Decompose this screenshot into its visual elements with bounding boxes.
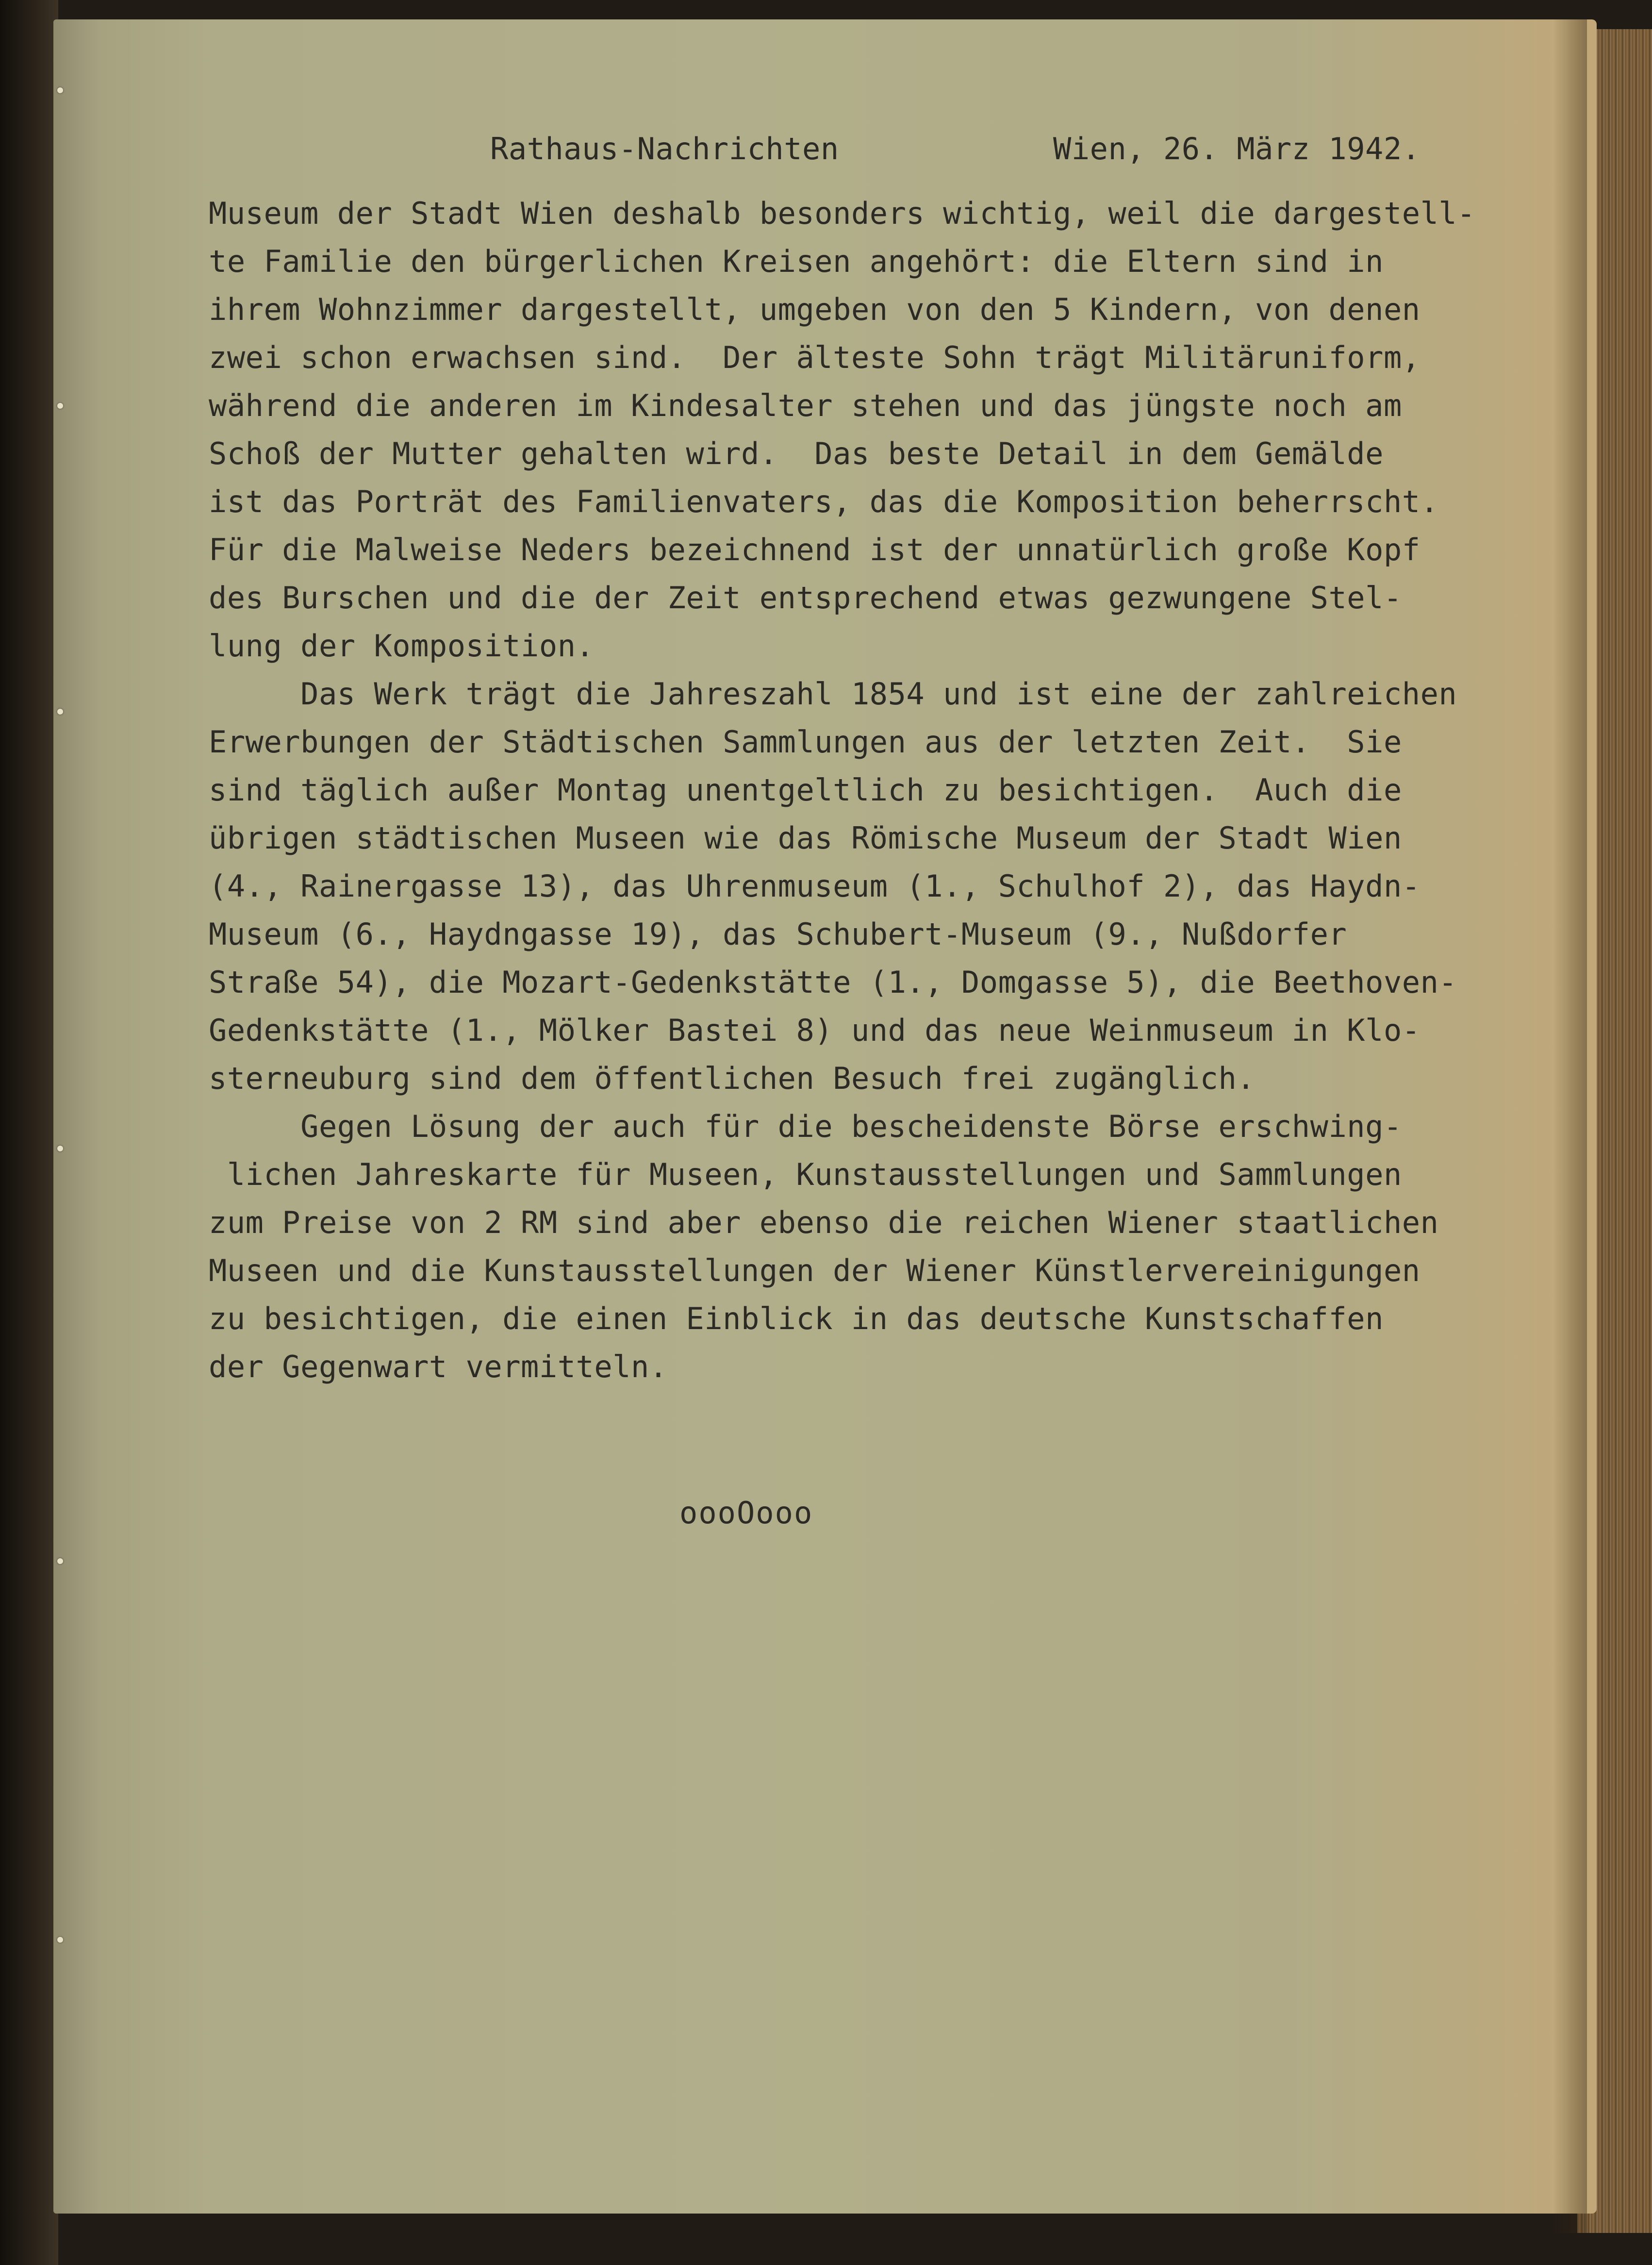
text-line: (4., Rainergasse 13), das Uhrenmuseum (1., Schulhof 2), das Haydn- (209, 868, 1421, 904)
text-line: Schoß der Mutter gehalten wird. Das beste Detail in dem Gemälde (209, 436, 1384, 471)
text-line: Museum der Stadt Wien deshalb besonders wichtig, weil die dargestell- (209, 196, 1476, 231)
binding-hole (57, 1937, 63, 1943)
text-line: Museen und die Kunstausstellungen der Wiener Künstlervereinigungen (209, 1253, 1421, 1288)
text-line: übrigen städtischen Museen wie das Römische Museum der Stadt Wien (209, 820, 1402, 856)
paragraph (209, 189, 1558, 670)
text-line: Für die Malweise Neders bezeichnend ist der unnatürlich große Kopf (209, 532, 1421, 567)
text-line: Gedenkstätte (1., Mölker Bastei 8) und das neue Weinmuseum in Klo- (209, 1013, 1421, 1048)
header-date: Wien, 26. März 1942. (1053, 131, 1421, 167)
text-line: zum Preise von 2 RM sind aber ebenso die reichen Wiener staatlichen (209, 1205, 1439, 1240)
text-line: ist das Porträt des Familienvaters, das die Komposition beherrscht. (209, 484, 1439, 519)
text-line: zu besichtigen, die einen Einblick in das deutsche Kunstschaffen (209, 1301, 1384, 1336)
text-line: sterneuburg sind dem öffentlichen Besuch frei zugänglich. (209, 1061, 1256, 1096)
text-line: der Gegenwart vermitteln. (209, 1349, 668, 1384)
page-edge-shadow (1553, 19, 1587, 2233)
text-line: Erwerbungen der Städtischen Sammlungen aus der letzten Zeit. Sie (209, 724, 1402, 760)
document-body (209, 121, 1558, 1391)
text-line: Das Werk trägt die Jahreszahl 1854 und ist eine der zahlreichen (209, 676, 1457, 712)
closing-separator: oooOooo (679, 1495, 813, 1531)
text-line: lung der Komposition. (209, 628, 595, 664)
binding-hole (57, 87, 63, 93)
text-line: lichen Jahreskarte für Museen, Kunstausstellungen und Sammlungen (209, 1157, 1402, 1192)
text-line: während die anderen im Kindesalter stehen und das jüngste noch am (209, 388, 1402, 423)
text-line: des Burschen und die der Zeit entsprechend etwas gezwungene Stel- (209, 580, 1402, 616)
text-line: zwei schon erwachsen sind. Der älteste Sohn trägt Militäruniform, (209, 340, 1421, 375)
text-line: te Familie den bürgerlichen Kreisen angehört: die Eltern sind in (209, 244, 1384, 279)
paragraph (209, 1102, 1558, 1391)
page-header (209, 121, 1558, 189)
text-line: Museum (6., Haydngasse 19), das Schubert-Museum (9., Nußdorfer (209, 916, 1347, 952)
text-line: ihrem Wohnzimmer dargestellt, umgeben von den 5 Kindern, von denen (209, 292, 1421, 327)
header-title: Rathaus-Nachrichten (490, 131, 839, 167)
paragraph-container (209, 189, 1558, 1391)
book-binding-gutter (0, 0, 58, 2265)
binding-hole (57, 403, 63, 409)
text-line: sind täglich außer Montag unentgeltlich zu besichtigen. Auch die (209, 772, 1402, 808)
text-line: Gegen Lösung der auch für die bescheidenste Börse erschwing- (209, 1109, 1402, 1144)
binding-hole (57, 1146, 63, 1151)
binding-hole (57, 1558, 63, 1564)
binding-hole (57, 709, 63, 715)
text-line: Straße 54), die Mozart-Gedenkstätte (1., Domgasse 5), die Beethoven- (209, 965, 1457, 1000)
paragraph (209, 670, 1558, 1102)
